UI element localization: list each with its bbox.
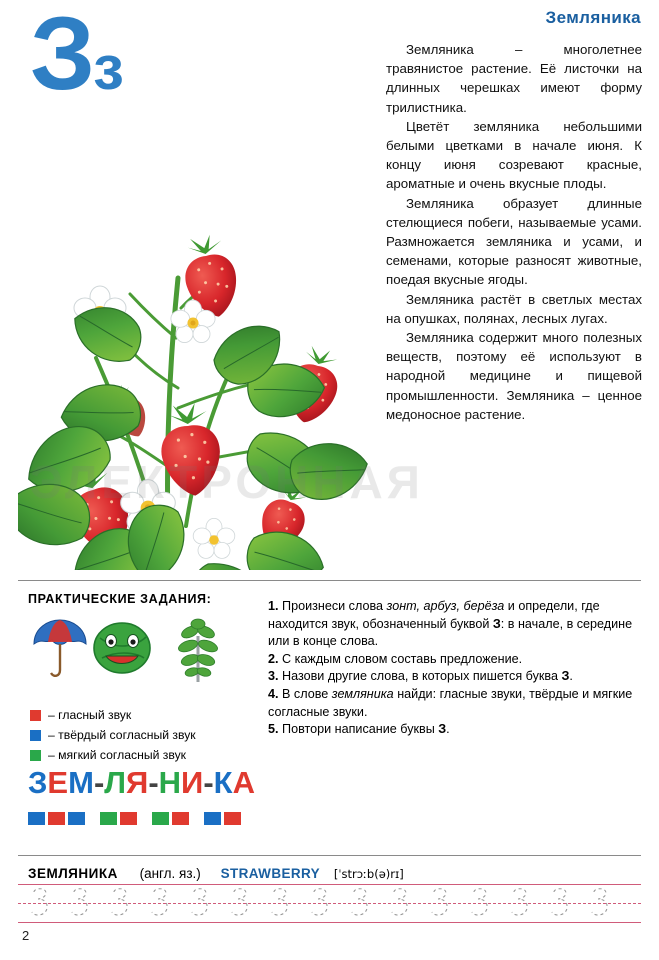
letter-glyph	[30, 0, 180, 117]
scheme-cell	[100, 812, 117, 825]
task-word-icons	[24, 614, 249, 686]
syllable-letter: Е	[47, 765, 69, 800]
task-text-part: найди: гласные звуки, твёрдые и мягкие согласные звуки.	[268, 686, 633, 719]
page-number: 2	[22, 928, 30, 943]
task-text-part: З	[438, 722, 447, 737]
legend-row	[30, 725, 196, 745]
task-text-part: .	[446, 722, 450, 737]
scheme-cell	[224, 812, 241, 825]
syllable-letter: Н	[158, 765, 182, 800]
task-text-part: : в начале, в середине или в конце слова.	[268, 616, 633, 649]
legend-row	[30, 705, 196, 725]
task-item	[268, 686, 638, 721]
legend-label: – мягкий согласный звук	[48, 748, 186, 762]
section-divider-bottom	[18, 855, 641, 856]
legend-swatch-soft-consonant	[30, 750, 41, 761]
task-number: 1.	[268, 599, 279, 613]
syllable-letter: А	[232, 765, 255, 800]
letter-heading	[30, 0, 180, 116]
scheme-cell	[68, 812, 85, 825]
syllable-letter: Л	[104, 765, 127, 800]
task-number: 2.	[268, 651, 279, 666]
ipa-transcription: [ˈstrɔːb(ə)rɪ]	[333, 867, 404, 881]
task-text-part: З	[492, 616, 501, 631]
scheme-cell	[48, 812, 65, 825]
word-russian: ЗЕМЛЯНИКА	[28, 866, 118, 881]
task-item	[268, 651, 638, 669]
practical-tasks-heading: ПРАКТИЧЕСКИЕ ЗАДАНИЯ:	[28, 592, 212, 606]
task-item	[268, 721, 638, 739]
language-note: (англ. яз.)	[139, 866, 201, 881]
sound-scheme	[28, 812, 241, 825]
legend-label: – гласный звук	[48, 708, 132, 722]
letter-lowercase: з	[93, 34, 122, 103]
scheme-cell	[172, 812, 189, 825]
task-item	[268, 668, 638, 686]
umbrella-icon	[34, 620, 86, 676]
scheme-cell	[120, 812, 137, 825]
legend-label: – твёрдый согласный звук	[48, 728, 196, 742]
practice-letter-guides	[18, 884, 641, 926]
sound-legend	[30, 705, 196, 765]
task-list	[268, 598, 638, 739]
syllable-letter: К	[213, 765, 233, 800]
syllable-letter: Я	[126, 765, 149, 800]
birch-icon	[177, 619, 219, 682]
article-paragraph: Цветёт земляника небольшими белыми цветками в начале июня. К концу июня созревают красные, ароматные и очень вкусные плоды.	[386, 118, 642, 192]
syllable-separator: -	[148, 765, 159, 800]
task-number: 5.	[268, 722, 279, 737]
page-title: Земляника	[545, 8, 641, 27]
scheme-cell	[152, 812, 169, 825]
task-text-part: и определи, где находится звук, обозначенный буквой	[268, 599, 600, 631]
letter-uppercase: З	[30, 0, 94, 112]
task-text-part: .	[569, 669, 573, 684]
article-paragraph: Земляника – многолетнее травянистое растение. Её листочки на длинных черешках имеют форму трилистника.	[386, 42, 642, 115]
watermelon-icon	[94, 623, 150, 673]
handwriting-practice	[18, 884, 641, 926]
scheme-cell	[204, 812, 221, 825]
article-paragraph: Земляника содержит много полезных веществ, поэтому её используют в народной медицине и пищевой промышленности. Земляника – ценное медоносное растение.	[386, 330, 642, 422]
syllable-letter: З	[28, 765, 48, 800]
syllable-letter: М	[68, 765, 94, 800]
watermark-text: ЭЛЕКТРОННАЯ	[30, 456, 424, 508]
syllable-letter: И	[181, 765, 204, 800]
task-text-part: В слове	[282, 686, 332, 701]
strawberry-illustration	[18, 108, 370, 570]
task-text-part: земляника	[331, 686, 394, 701]
task-text-part: Повтори написание буквы	[282, 722, 439, 737]
task-item	[268, 598, 638, 651]
section-divider	[18, 580, 641, 581]
syllable-word	[28, 765, 255, 801]
word-english: STRAWBERRY	[220, 866, 321, 881]
task-text-part: С каждым словом составь предложение.	[282, 651, 523, 666]
scheme-cell	[28, 812, 45, 825]
task-text-part: зонт, арбуз, берёза	[386, 599, 505, 613]
task-number: 3.	[268, 669, 279, 684]
translation-line	[28, 866, 404, 881]
legend-row	[30, 745, 196, 765]
task-text-part: Назови другие слова, в которых пишется буква	[282, 669, 562, 684]
task-text-part: З	[561, 669, 570, 684]
article-paragraph: Земляника образует длинные стелющиеся побеги, называемые усами. Размножается земляника и усами, и семенами, которые разносят животные, поедая вкусные ягоды.	[386, 195, 642, 288]
legend-swatch-hard-consonant	[30, 730, 41, 741]
article-text	[386, 40, 642, 424]
syllable-separator: -	[93, 765, 105, 800]
syllable-separator: -	[203, 765, 214, 800]
task-number: 4.	[268, 686, 279, 701]
legend-swatch-vowel	[30, 710, 41, 721]
article-paragraph: Земляника растёт в светлых местах на опушках, полянах, лесных лугах.	[386, 291, 642, 326]
task-text-part: Произнеси слова	[282, 599, 387, 613]
